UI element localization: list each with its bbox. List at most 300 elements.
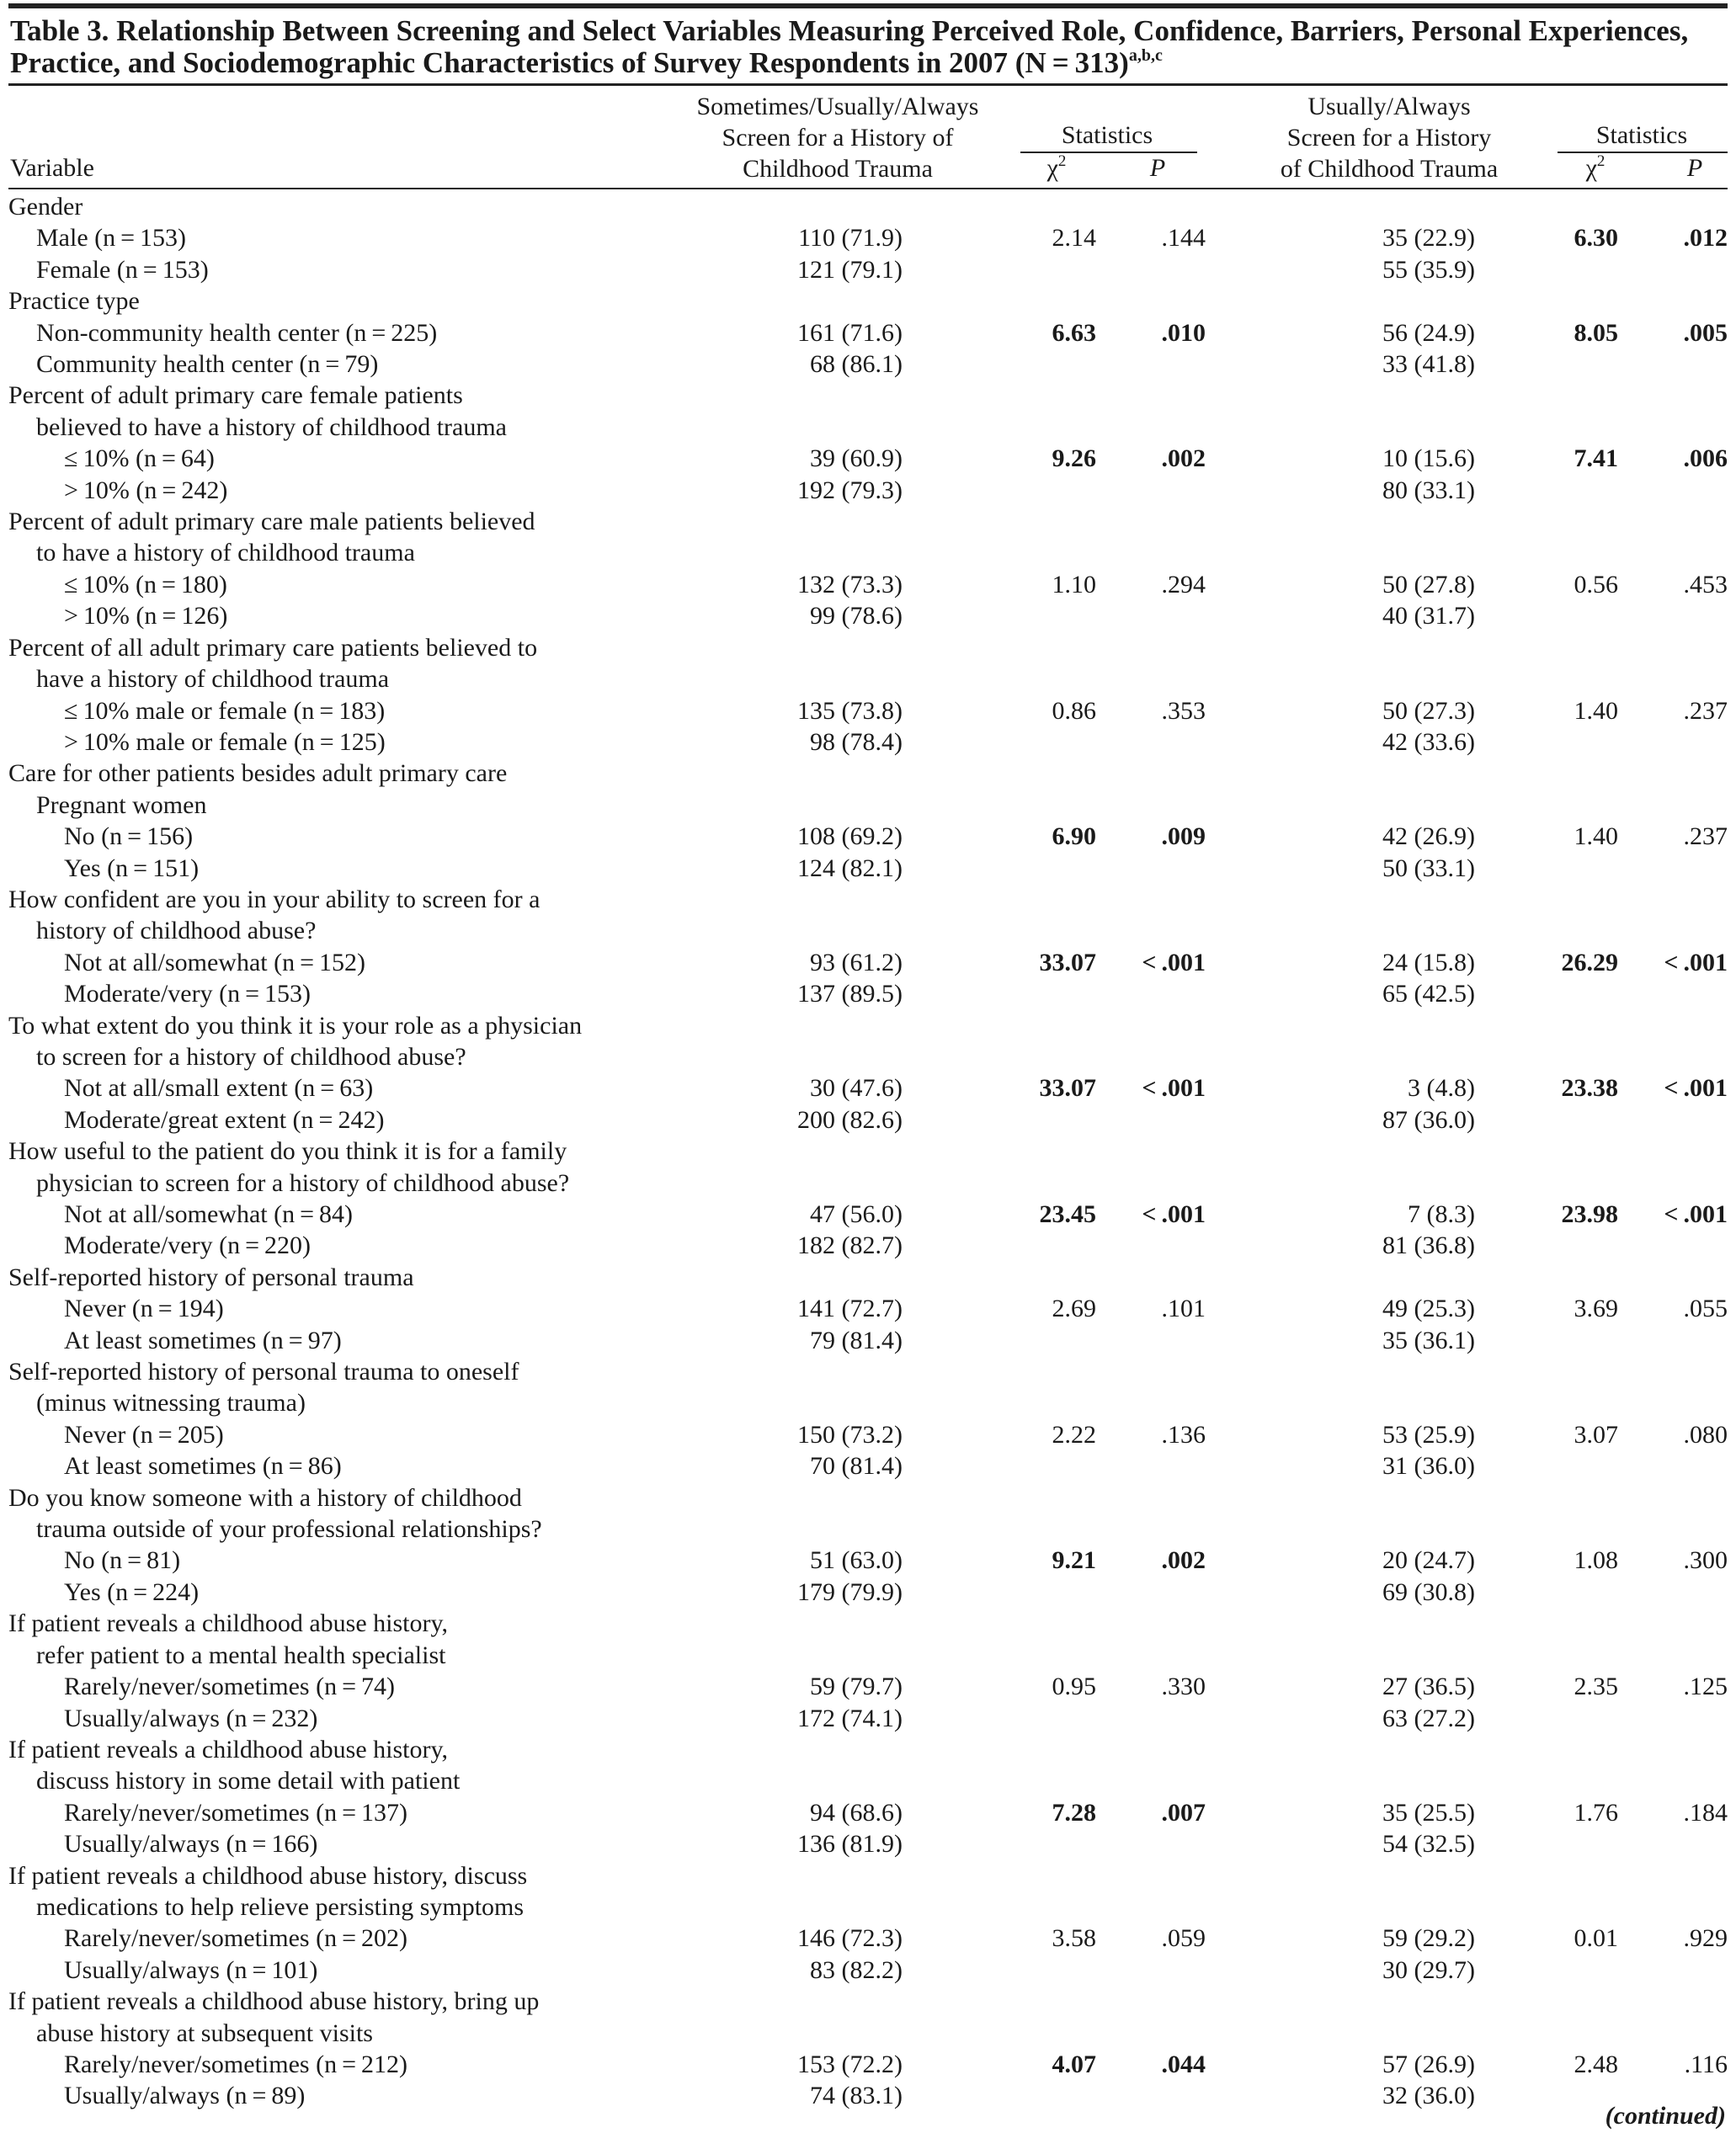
row-variable-label: Percent of adult primary care female patients [8, 381, 463, 410]
row-col2-value [1206, 506, 1475, 537]
row-p2-value [1618, 1356, 1728, 1387]
row-chi1-value: 6.90 [1052, 822, 1096, 851]
row-p1-value [1096, 2018, 1206, 2049]
row-p1-value [1096, 1010, 1206, 1041]
row-col2-value: 24 (15.8) [1382, 948, 1475, 976]
table-row [8, 222, 1728, 253]
row-col1-value: 132 (73.3) [797, 570, 903, 598]
row-p2-value: < .001 [1664, 1200, 1728, 1228]
row-chi2-value [1475, 1891, 1618, 1923]
row-chi2-value [1475, 758, 1618, 789]
row-col2-value: 20 (24.7) [1382, 1546, 1475, 1575]
row-col1-value [648, 412, 903, 443]
row-variable-label: Yes (n = 224) [64, 1577, 200, 1606]
row-p2-value [1618, 884, 1728, 915]
row-chi1-value [903, 1734, 1096, 1765]
row-p1-value [1096, 758, 1206, 789]
table-row [8, 1955, 1728, 1986]
row-p2-value [1618, 1513, 1728, 1545]
row-chi2-value [1475, 2080, 1618, 2111]
chi1-sup: 2 [1057, 152, 1067, 170]
row-p2-value [1618, 726, 1728, 758]
table-row-label [8, 537, 1728, 568]
row-p1-value: < .001 [1142, 1200, 1206, 1228]
row-col1-value: 30 (47.6) [810, 1074, 903, 1103]
row-chi2-value [1475, 1010, 1618, 1041]
row-variable-label: ≤ 10% (n = 180) [64, 570, 227, 598]
row-chi1-value: 9.26 [1052, 444, 1096, 473]
row-chi2-value [1475, 1041, 1618, 1072]
row-col1-value: 192 (79.3) [797, 476, 903, 504]
row-chi2-value [1475, 1955, 1618, 1986]
row-col1-value: 98 (78.4) [810, 727, 903, 756]
row-p2-value [1618, 348, 1728, 380]
row-col2-value [1206, 380, 1475, 411]
row-p1-value: .330 [1161, 1673, 1206, 1701]
row-p1-value [1096, 1450, 1206, 1481]
row-variable-label: trauma outside of your professional relationships? [36, 1515, 542, 1544]
row-p2-value [1618, 412, 1728, 443]
table-row-label [8, 1387, 1728, 1418]
row-chi1-value: 2.69 [1052, 1295, 1096, 1323]
row-chi1-value [903, 506, 1096, 537]
row-p1-value [1096, 1955, 1206, 1986]
row-col1-value: 150 (73.2) [797, 1420, 903, 1449]
row-p2-value: .929 [1683, 1924, 1728, 1953]
row-chi1-value [903, 1891, 1096, 1923]
table-row-label [8, 380, 1728, 411]
row-col1-value [648, 1168, 903, 1199]
row-p1-value [1096, 1986, 1206, 2017]
row-chi1-value: 6.63 [1052, 318, 1096, 347]
row-p2-value [1618, 254, 1728, 285]
row-col1-value [648, 758, 903, 789]
row-col1-value: 136 (81.9) [797, 1830, 903, 1859]
row-variable-label: Moderate/very (n = 220) [64, 1231, 311, 1260]
row-col1-value: 137 (89.5) [797, 980, 903, 1008]
table-row [8, 1671, 1728, 1702]
row-col1-value [648, 1041, 903, 1072]
row-col1-value [648, 506, 903, 537]
row-chi1-value [903, 1640, 1096, 1671]
row-col1-value: 79 (81.4) [810, 1326, 903, 1354]
row-variable-label: Percent of adult primary care male patients believed [8, 508, 535, 536]
row-chi2-value: 2.48 [1574, 2050, 1618, 2078]
row-p2-value [1618, 1955, 1728, 1986]
row-p1-value [1096, 348, 1206, 380]
table-row-label [8, 2018, 1728, 2049]
row-p1-value [1096, 663, 1206, 694]
row-col2-value [1206, 1482, 1475, 1513]
row-p1-value: .002 [1161, 1546, 1206, 1575]
title-rule [8, 83, 1728, 86]
row-chi1-value [903, 632, 1096, 663]
table-row-label [8, 663, 1728, 694]
row-col1-value [648, 191, 903, 222]
row-col2-value [1206, 1041, 1475, 1072]
row-col1-value [648, 380, 903, 411]
table-row-label [8, 790, 1728, 821]
row-col1-value [648, 1262, 903, 1293]
row-p2-value [1618, 1482, 1728, 1513]
row-col2-value [1206, 884, 1475, 915]
row-chi2-value: 1.76 [1574, 1798, 1618, 1827]
row-chi2-value [1475, 1828, 1618, 1859]
row-col2-value [1206, 1986, 1475, 2017]
row-col1-value: 182 (82.7) [797, 1231, 903, 1260]
row-chi2-value [1475, 1356, 1618, 1387]
row-p2-value [1618, 285, 1728, 316]
row-variable-label: to screen for a history of childhood abuse? [36, 1042, 466, 1071]
row-p1-value [1096, 1640, 1206, 1671]
table-row-label [8, 1041, 1728, 1072]
row-p2-value [1618, 1891, 1728, 1923]
row-col1-value: 141 (72.7) [797, 1295, 903, 1323]
table-row-label [8, 758, 1728, 789]
row-col2-value [1206, 1765, 1475, 1796]
row-col2-value: 54 (32.5) [1382, 1830, 1475, 1859]
table-row-label [8, 412, 1728, 443]
row-variable-label: Do you know someone with a history of childhood [8, 1483, 522, 1512]
row-chi1-value [903, 1262, 1096, 1293]
row-col1-value: 200 (82.6) [797, 1105, 903, 1134]
row-p2-value [1618, 1765, 1728, 1796]
row-chi1-value [903, 884, 1096, 915]
row-variable-label: Community health center (n = 79) [36, 350, 379, 379]
row-p2-value [1618, 1986, 1728, 2017]
table-row-label [8, 1765, 1728, 1796]
row-variable-label: physician to screen for a history of childhood abuse? [36, 1168, 570, 1197]
row-variable-label: ≤ 10% male or female (n = 183) [64, 696, 386, 725]
row-chi1-value [903, 1860, 1096, 1891]
row-col2-value: 7 (8.3) [1408, 1200, 1475, 1228]
row-p2-value [1618, 1703, 1728, 1734]
row-chi1-value [903, 1450, 1096, 1481]
row-chi1-value [903, 2018, 1096, 2049]
row-col2-value: 56 (24.9) [1382, 318, 1475, 347]
row-col2-value: 49 (25.3) [1382, 1295, 1475, 1323]
row-p1-value [1096, 1513, 1206, 1545]
row-col1-value [648, 1734, 903, 1765]
table-row [8, 2049, 1728, 2080]
table-row [8, 1104, 1728, 1136]
continued-note: (continued) [1605, 2102, 1726, 2130]
row-p1-value: .010 [1161, 318, 1206, 347]
row-variable-label: Usually/always (n = 101) [64, 1955, 318, 1984]
row-chi2-value [1475, 1640, 1618, 1671]
row-p1-value [1096, 600, 1206, 631]
row-chi1-value [903, 790, 1096, 821]
row-p2-value [1618, 915, 1728, 946]
row-col2-value [1206, 1356, 1475, 1387]
row-variable-label: Usually/always (n = 166) [64, 1830, 318, 1859]
row-p1-value: .144 [1161, 224, 1206, 253]
row-variable-label: How confident are you in your ability to screen for a [8, 885, 541, 913]
row-variable-label: Moderate/great extent (n = 242) [64, 1105, 385, 1134]
row-variable-label: Care for other patients besides adult primary care [8, 759, 508, 788]
table-row [8, 2080, 1728, 2111]
row-chi2-value [1475, 1986, 1618, 2017]
row-col2-value: 27 (36.5) [1382, 1673, 1475, 1701]
row-col2-value [1206, 1513, 1475, 1545]
row-col1-value [648, 2018, 903, 2049]
row-col2-value [1206, 758, 1475, 789]
row-col2-value: 87 (36.0) [1382, 1105, 1475, 1134]
row-p2-value: .012 [1683, 224, 1728, 253]
table-title-text: Table 3. Relationship Between Screening and Select Variables Measuring Perceived Role, Confidence, Barriers, Personal Experiences, Practice, and Sociodemographic Characteristics of Survey Respondents in 2007 (N = 313) [10, 14, 1689, 79]
row-col1-value [648, 790, 903, 821]
row-col2-value: 33 (41.8) [1382, 350, 1475, 379]
row-col2-value: 50 (33.1) [1382, 854, 1475, 882]
chi1-header [1031, 152, 1082, 184]
row-variable-label: Yes (n = 151) [64, 854, 200, 882]
row-p1-value [1096, 632, 1206, 663]
row-p1-value [1096, 475, 1206, 506]
table-row [8, 1545, 1728, 1576]
row-col2-value: 35 (36.1) [1382, 1326, 1475, 1354]
row-col2-value: 30 (29.7) [1382, 1955, 1475, 1984]
row-chi2-value [1475, 1577, 1618, 1608]
title-footnote-marks: a,b,c [1128, 46, 1163, 65]
col1-header-line2: Screen for a History of [722, 124, 954, 152]
row-col2-value: 31 (36.0) [1382, 1452, 1475, 1481]
table-row [8, 821, 1728, 852]
row-variable-label: Self-reported history of personal trauma to oneself [8, 1358, 519, 1386]
table-row [8, 1072, 1728, 1104]
col1-header [648, 91, 1027, 184]
p2-header: P [1686, 154, 1703, 182]
row-p2-value: .080 [1683, 1420, 1728, 1449]
row-chi1-value [903, 600, 1096, 631]
row-chi1-value [903, 1765, 1096, 1796]
row-col2-value: 65 (42.5) [1382, 980, 1475, 1008]
row-chi1-value [903, 1168, 1096, 1199]
row-variable-label: At least sometimes (n = 97) [64, 1326, 342, 1354]
row-chi1-value [903, 663, 1096, 694]
row-col1-value: 179 (79.9) [797, 1577, 903, 1606]
table-row-label [8, 1262, 1728, 1293]
table-row [8, 569, 1728, 600]
row-col1-value [648, 1640, 903, 1671]
row-p2-value [1618, 1734, 1728, 1765]
row-chi2-value: 23.98 [1561, 1200, 1618, 1228]
header-rule [8, 188, 1728, 189]
row-p1-value [1096, 1230, 1206, 1261]
row-col1-value [648, 663, 903, 694]
col2-header-line2: Screen for a History [1286, 124, 1492, 152]
row-p2-value [1618, 1640, 1728, 1671]
row-chi2-value [1475, 790, 1618, 821]
row-p1-value [1096, 1828, 1206, 1859]
row-p2-value [1618, 380, 1728, 411]
row-variable-label: If patient reveals a childhood abuse history, [8, 1735, 449, 1763]
table-title [10, 15, 1728, 79]
row-chi1-value [903, 1703, 1096, 1734]
row-col2-value: 59 (29.2) [1382, 1924, 1475, 1953]
row-chi2-value: 3.07 [1574, 1420, 1618, 1449]
row-chi1-value [903, 1513, 1096, 1545]
row-variable-label: Gender [8, 193, 83, 221]
row-chi2-value: 8.05 [1574, 318, 1618, 347]
row-chi2-value [1475, 1262, 1618, 1293]
row-p1-value [1096, 191, 1206, 222]
table-row-label [8, 1640, 1728, 1671]
row-p2-value: .005 [1683, 318, 1728, 347]
row-chi1-value [903, 2080, 1096, 2111]
row-chi2-value: 7.41 [1574, 444, 1618, 473]
row-p2-value [1618, 1860, 1728, 1891]
row-p1-value [1096, 915, 1206, 946]
row-col2-value: 35 (22.9) [1382, 224, 1475, 253]
row-p1-value: .353 [1161, 696, 1206, 725]
table-row [8, 1325, 1728, 1356]
row-chi2-value [1475, 978, 1618, 1009]
row-p2-value [1618, 1387, 1728, 1418]
table-row-label [8, 285, 1728, 316]
row-p2-value [1618, 1577, 1728, 1608]
row-col2-value: 63 (27.2) [1382, 1704, 1475, 1732]
row-p2-value [1618, 1041, 1728, 1072]
table-row [8, 947, 1728, 978]
row-chi1-value: 9.21 [1052, 1546, 1096, 1575]
row-p1-value [1096, 1168, 1206, 1199]
row-p2-value [1618, 663, 1728, 694]
row-chi2-value [1475, 1104, 1618, 1136]
row-col1-value: 99 (78.6) [810, 602, 903, 630]
row-col2-value: 42 (26.9) [1382, 822, 1475, 851]
row-p1-value [1096, 285, 1206, 316]
table-row [8, 1797, 1728, 1828]
row-variable-label: > 10% male or female (n = 125) [64, 727, 386, 756]
row-chi2-value [1475, 632, 1618, 663]
row-variable-label: Never (n = 194) [64, 1295, 224, 1323]
row-col1-value [648, 1387, 903, 1418]
row-variable-label: > 10% (n = 126) [64, 602, 228, 630]
table-row [8, 348, 1728, 380]
row-chi2-value [1475, 506, 1618, 537]
row-col1-value [648, 1513, 903, 1545]
row-p1-value [1096, 1482, 1206, 1513]
row-chi2-value [1475, 726, 1618, 758]
row-chi1-value [903, 348, 1096, 380]
row-variable-label: ≤ 10% (n = 64) [64, 444, 215, 473]
row-variable-label: refer patient to a mental health specialist [36, 1641, 446, 1669]
top-rule [8, 3, 1728, 8]
row-chi1-value: 1.10 [1052, 570, 1096, 598]
col2-header [1238, 91, 1541, 184]
row-variable-label: No (n = 156) [64, 822, 194, 851]
row-col2-value [1206, 1608, 1475, 1639]
row-col1-value: 153 (72.2) [797, 2050, 903, 2078]
row-p2-value [1618, 2018, 1728, 2049]
row-variable-label: Not at all/somewhat (n = 84) [64, 1200, 354, 1228]
row-chi1-value: 2.22 [1052, 1420, 1096, 1449]
row-col1-value [648, 537, 903, 568]
row-chi1-value [903, 853, 1096, 884]
table-row-label [8, 632, 1728, 663]
row-variable-label: history of childhood abuse? [36, 917, 317, 945]
table-row-label [8, 1986, 1728, 2017]
col2-header-line3: of Childhood Trauma [1280, 155, 1499, 183]
row-chi1-value: 33.07 [1039, 948, 1096, 976]
row-p1-value [1096, 1765, 1206, 1796]
row-col2-value: 42 (33.6) [1382, 727, 1475, 756]
row-chi2-value [1475, 1765, 1618, 1796]
row-col2-value [1206, 1860, 1475, 1891]
table-row-label [8, 1734, 1728, 1765]
col2-header-line1: Usually/Always [1307, 93, 1471, 120]
row-chi2-value [1475, 1703, 1618, 1734]
table-row [8, 1419, 1728, 1450]
table-row [8, 1199, 1728, 1230]
row-col2-value [1206, 537, 1475, 568]
row-col2-value [1206, 1734, 1475, 1765]
row-p2-value [1618, 537, 1728, 568]
row-p1-value [1096, 1356, 1206, 1387]
row-col2-value [1206, 1387, 1475, 1418]
row-chi1-value [903, 1387, 1096, 1418]
row-chi2-value [1475, 254, 1618, 285]
row-p1-value [1096, 1891, 1206, 1923]
row-chi1-value [903, 380, 1096, 411]
row-p2-value: < .001 [1664, 1074, 1728, 1103]
row-col2-value [1206, 412, 1475, 443]
table-row [8, 1828, 1728, 1859]
row-p1-value [1096, 726, 1206, 758]
row-p1-value [1096, 978, 1206, 1009]
row-chi2-value [1475, 2018, 1618, 2049]
table-row [8, 853, 1728, 884]
row-chi1-value [903, 915, 1096, 946]
row-col2-value [1206, 1262, 1475, 1293]
row-p2-value [1618, 1230, 1728, 1261]
row-chi2-value: 1.40 [1574, 822, 1618, 851]
row-variable-label: To what extent do you think it is your role as a physician [8, 1011, 583, 1040]
row-chi1-value: 33.07 [1039, 1074, 1096, 1103]
row-p2-value [1618, 853, 1728, 884]
row-chi1-value [903, 1230, 1096, 1261]
row-p2-value [1618, 758, 1728, 789]
row-col1-value [648, 915, 903, 946]
row-p1-value [1096, 1608, 1206, 1639]
row-p2-value [1618, 191, 1728, 222]
row-col2-value: 53 (25.9) [1382, 1420, 1475, 1449]
table-row [8, 1703, 1728, 1734]
row-chi1-value [903, 1955, 1096, 1986]
row-chi2-value [1475, 1325, 1618, 1356]
table-row-label [8, 915, 1728, 946]
row-chi2-value [1475, 475, 1618, 506]
row-col2-value [1206, 191, 1475, 222]
row-chi2-value [1475, 1230, 1618, 1261]
row-p1-value [1096, 884, 1206, 915]
row-variable-label: No (n = 81) [64, 1546, 181, 1575]
row-p2-value [1618, 1450, 1728, 1481]
row-variable-label: Rarely/never/sometimes (n = 74) [64, 1673, 395, 1701]
row-chi1-value [903, 1986, 1096, 2017]
row-chi1-value [903, 1577, 1096, 1608]
row-col2-value: 57 (26.9) [1382, 2050, 1475, 2078]
row-variable-label: Self-reported history of personal trauma [8, 1263, 414, 1291]
chi2-sup: 2 [1596, 152, 1606, 170]
row-p1-value: < .001 [1142, 948, 1206, 976]
row-col2-value [1206, 1891, 1475, 1923]
row-col2-value [1206, 632, 1475, 663]
row-col2-value: 35 (25.5) [1382, 1798, 1475, 1827]
row-chi1-value: 23.45 [1039, 1200, 1096, 1228]
row-chi1-value [903, 978, 1096, 1009]
row-col1-value: 94 (68.6) [810, 1798, 903, 1827]
